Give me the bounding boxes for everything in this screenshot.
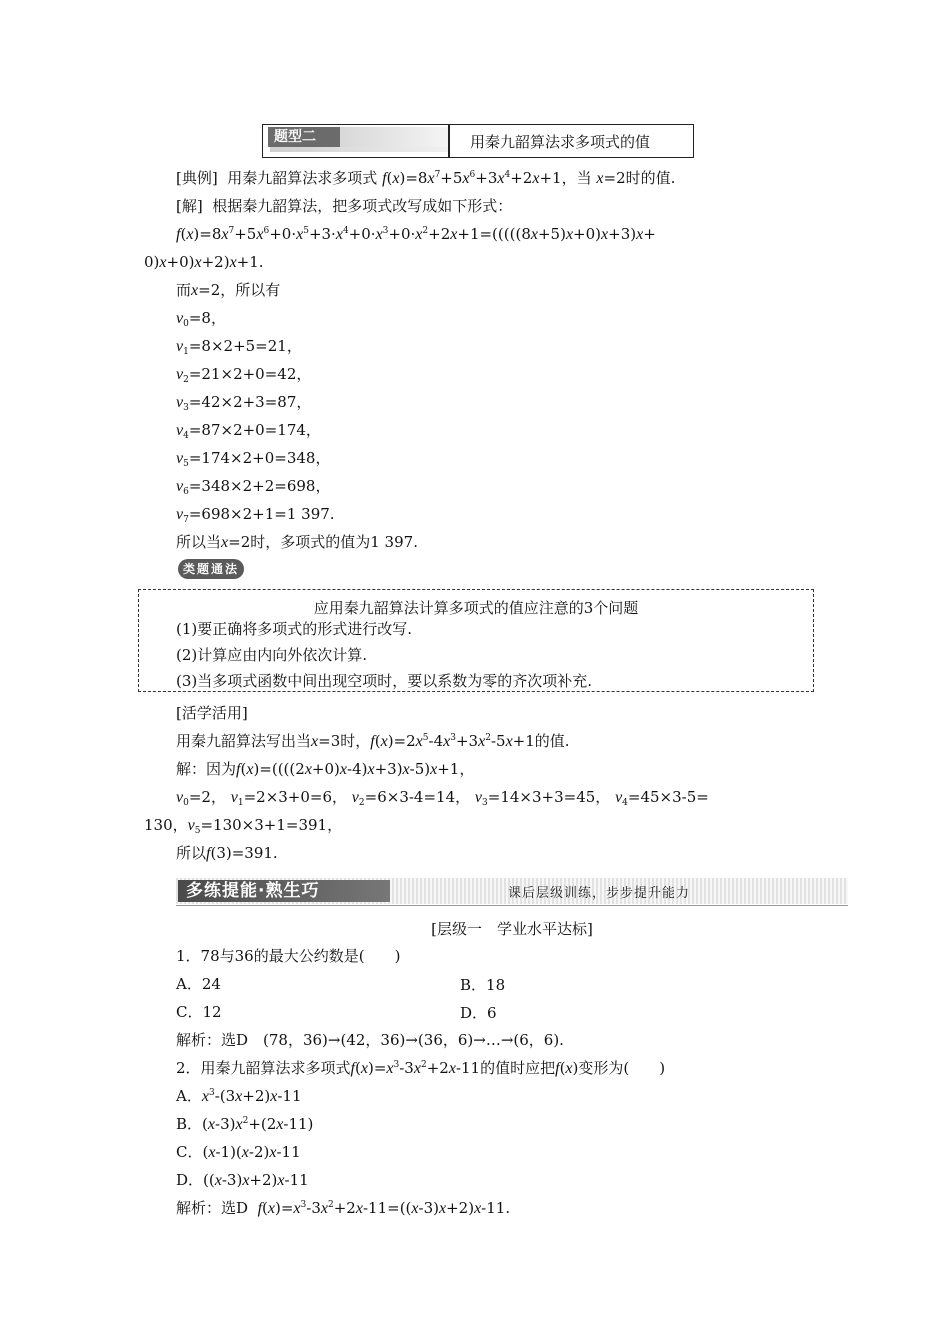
- solution-intro: 根据秦九韶算法，把多项式改写成如下形式：: [212, 197, 513, 215]
- practice-result: 所以f(3)=391.: [176, 844, 278, 862]
- step-expr: =87×2+0=174，: [188, 421, 321, 439]
- step-expr: =698×2+1=1 397.: [188, 505, 335, 523]
- and-x-line: 而x=2，所以有: [176, 281, 281, 299]
- horner-form-line-1: $f(x)=8x^7+5x^6+0\cdot x^5+3\cdot x^4+0\cdot x^3+0\cdot x^2+2x+1=(((((8x+5)x+0)x+3)x+$: [176, 225, 656, 243]
- q2-analysis-pre: 解析：选D: [176, 1199, 249, 1217]
- practice-q-pre: 用秦九韶算法写出当: [176, 732, 312, 750]
- q2-option-d: D．((x-3)x+2)x-11: [176, 1171, 309, 1189]
- section-divider: [448, 124, 450, 158]
- q2-stem-post: 变形为( ): [578, 1059, 666, 1077]
- conclusion-post: 时，多项式的值为1 397.: [250, 533, 418, 551]
- practice-q-post: 的值.: [534, 732, 570, 750]
- step-v1: $v_1=8\times 2+5=21$，: [176, 337, 302, 357]
- q1-analysis: 解析：选D (78，36)→(42，36)→(36，6)→…→(6，6).: [176, 1031, 564, 1049]
- level-heading: [层级一 学业水平达标]: [431, 920, 593, 938]
- step-v2: $v_2=21\times 2+0=42$，: [176, 365, 312, 385]
- step-expr: =8×2+5=21，: [188, 337, 302, 355]
- banner-underline: [176, 905, 848, 906]
- solution-label: [解]: [176, 197, 203, 215]
- method-item-2: (2)计算应由内向外依次计算.: [176, 646, 368, 664]
- step-v5: $v_5=174\times 2+0=348$，: [176, 449, 331, 469]
- q1-option-b: B．18: [460, 976, 506, 994]
- practice-question: 用秦九韶算法写出当x=3时，$f(x)=2x^5-4x^3+3x^2-5x+1$的值.: [176, 732, 570, 750]
- horner-form-line-2: 0)x+0)x+2)x+1.: [144, 253, 264, 271]
- step-expr: =174×2+0=348，: [188, 449, 331, 467]
- q2-stem-mid: 的值时应把: [480, 1059, 556, 1077]
- step-v7: $v_7=698\times 2+1=1$ 397.: [176, 505, 335, 525]
- step-expr: =21×2+0=42，: [188, 365, 312, 383]
- step-v3: $v_3=42\times 2+3=87$，: [176, 393, 312, 413]
- q2-stem: 2．用秦九韶算法求多项式$f(x)=x^3-3x^2+2x-11$的值时应把f(x)变形为( ): [176, 1059, 666, 1077]
- step-v6: $v_6=348\times 2+2=698$，: [176, 477, 331, 497]
- conclusion-pre: 所以当: [176, 533, 222, 551]
- practice-steps-line-1: $v_0=2$， $v_1=2\times 3+0=6$， $v_2=6\times 3-4=14$， $v_3=14\times 3+3=45$， $v_4=45\times 3-5=$: [176, 788, 709, 808]
- step-expr: =42×2+3=87，: [188, 393, 312, 411]
- step-v0: $v_0=8$，: [176, 309, 226, 329]
- q1-option-d: D．6: [460, 1004, 497, 1022]
- banner-subtitle: 课后层级训练，步步提升能力: [508, 886, 691, 901]
- section-title: 用秦九韶算法求多项式的值: [470, 133, 651, 151]
- conclusion-line: 所以当x=2时，多项式的值为1 397.: [176, 533, 418, 551]
- practice-result-pre: 所以: [176, 844, 207, 862]
- method-item-3: (3)当多项式函数中间出现空项时，要以系数为零的齐次项补充.: [176, 672, 593, 690]
- step-v4: $v_4=87\times 2+0=174$，: [176, 421, 321, 441]
- q1-stem: 1．78与36的最大公约数是( ): [176, 947, 401, 965]
- banner-tag: 多练提能·熟生巧: [178, 880, 390, 902]
- method-box-title: 应用秦九韶算法计算多项式的值应注意的3个问题: [313, 599, 639, 617]
- q2-option-c: C．(x-1)(x-2)x-11: [176, 1143, 301, 1161]
- practice-sol-pre: 解：因为: [176, 760, 237, 778]
- example-tail: 时的值.: [625, 169, 676, 187]
- practice-q-mid: 时，: [340, 732, 371, 750]
- example-when: ，当: [561, 169, 592, 187]
- method-badge: 类题通法: [178, 559, 244, 579]
- q2-stem-pre: 2．用秦九韶算法求多项式: [176, 1059, 351, 1077]
- practice-label: [活学活用]: [176, 704, 248, 722]
- example-label: [典例]: [176, 169, 218, 187]
- q2-option-a: A．$x^3-(3x+2)x-11$: [176, 1087, 302, 1105]
- section-tag-fade: [340, 127, 448, 147]
- example-line: [典例] 用秦九韶算法求多项式 $f(x)=8x^7+5x^6+3x^4+2x+1$，当 x=2时的值.: [176, 169, 676, 187]
- solution-intro-line: [176, 196, 512, 216]
- example-prompt: 用秦九韶算法求多项式: [227, 169, 378, 187]
- step-expr: =348×2+2=698，: [188, 477, 331, 495]
- section-tag-underline: [270, 147, 448, 152]
- step-expr: =8，: [188, 309, 226, 327]
- practice-steps-line-2: 130，$v_5=130\times 3+1=391$，: [144, 816, 343, 836]
- and-x-text: 而: [176, 281, 192, 299]
- q1-option-c: C．12: [176, 1003, 222, 1021]
- q2-option-b: B．$(x-3)x^2+(2x-11)$: [176, 1115, 314, 1133]
- method-item-1: (1)要正确将多项式的形式进行改写.: [176, 620, 413, 638]
- section-tag: 题型二: [268, 127, 340, 147]
- so-have-text: ，所以有: [220, 281, 281, 299]
- practice-solution: 解：因为f(x)=((((2x+0)x-4)x+3)x-5)x+1，: [176, 760, 475, 778]
- q2-analysis: 解析：选D $f(x)=x^3-3x^2+2x-11=((x-3)x+2)x-11$.: [176, 1199, 511, 1217]
- q1-option-a: A．24: [176, 975, 221, 993]
